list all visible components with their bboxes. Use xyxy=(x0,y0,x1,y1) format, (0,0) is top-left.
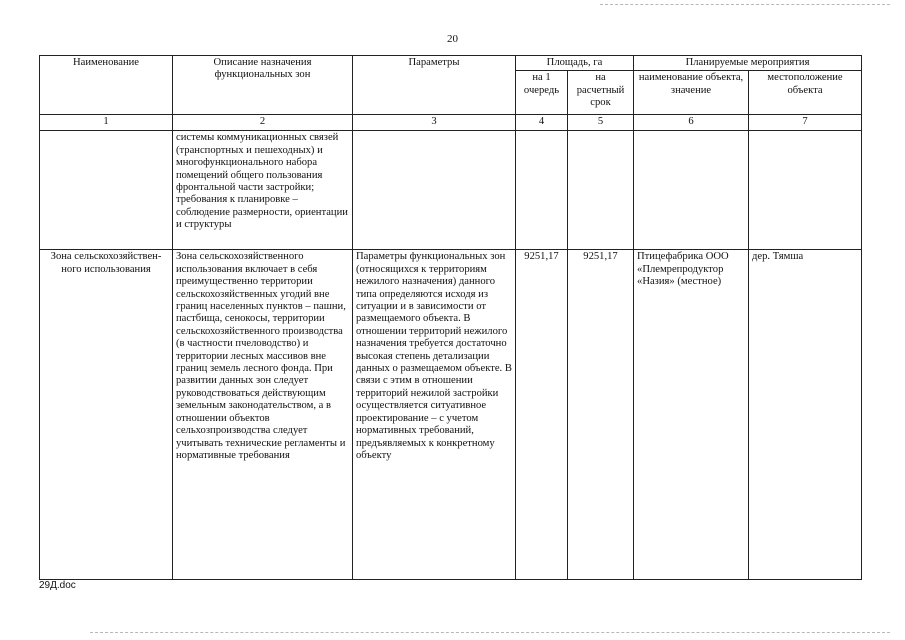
column-number-row xyxy=(40,115,862,131)
header-parameters: Параметры xyxy=(353,56,516,115)
table-row xyxy=(40,131,862,250)
header-planned-name: наименование объекта, значение xyxy=(634,71,749,115)
column-number: 5 xyxy=(568,115,634,131)
table-row xyxy=(40,250,862,580)
header-row-top xyxy=(40,56,862,71)
zone-name xyxy=(40,131,173,250)
column-number: 2 xyxy=(173,115,353,131)
header-description: Описание назначения функциональных зон xyxy=(173,56,353,115)
header-planned-location: местоположение объекта xyxy=(749,71,862,115)
column-number: 4 xyxy=(516,115,568,131)
zones-table xyxy=(39,55,862,580)
object-name: Птицефабрика ООО «Племрепродуктор «Назия» (местное) xyxy=(634,250,749,580)
column-number: 7 xyxy=(749,115,862,131)
column-number: 3 xyxy=(353,115,516,131)
zone-parameters: Параметры функциональных зон (относящихся к территориям нежилого назначения) данного типа определяются исходя из ситуации и в зависимости от размещаемого объекта. В отношении территорий нежилого назначения требуется достаточно высокая степень детализации данных о размещаемом объекте. В связи с этим в отношении территорий нежилой застройки осуществляется ситуативное проектирование – с учетом нормативных требований, предъявляемых к конкретному объекту xyxy=(353,250,516,580)
column-number: 6 xyxy=(634,115,749,131)
scan-artifact-top xyxy=(600,4,890,5)
area-first-value xyxy=(516,131,568,250)
header-area-term: на расчетный срок xyxy=(568,71,634,115)
header-planned: Планируемые мероприятия xyxy=(634,56,862,71)
area-term-value xyxy=(568,131,634,250)
object-location xyxy=(749,131,862,250)
object-name xyxy=(634,131,749,250)
zone-name: Зона сельскохозяйствен-ного использования xyxy=(40,250,173,580)
zone-description: Зона сельскохозяйственного использования включает в себя преимущественно территории сельскохозяйственных угодий вне границ населенных пунктов – пашни, пастбища, сенокосы, территории сельскохозяйственного производства (в частности пчеловодство) и территории лесных массивов вне границ земель лесного фонда. При развитии данных зон следует руководствоваться действующим земельным законодательством, а в отношении объектов сельхозпроизводства следует учитывать технические регламенты и нормативные требования xyxy=(173,250,353,580)
area-first-value: 9251,17 xyxy=(516,250,568,580)
zone-description: системы коммуникационных связей (транспортных и пешеходных) и многофункционального набора помещений общего пользования фронтальной части застройки; требования к планировке – соблюдение размерности, ориентации и структуры xyxy=(173,131,353,250)
footer-filename: 29Д.doc xyxy=(39,580,76,591)
column-number: 1 xyxy=(40,115,173,131)
area-term-value: 9251,17 xyxy=(568,250,634,580)
header-area-first: на 1 очередь xyxy=(516,71,568,115)
page-number: 20 xyxy=(447,33,458,45)
header-area: Площадь, га xyxy=(516,56,634,71)
header-name: Наименование xyxy=(40,56,173,115)
zone-parameters xyxy=(353,131,516,250)
object-location: дер. Тямша xyxy=(749,250,862,580)
scan-artifact-bottom xyxy=(90,632,890,633)
